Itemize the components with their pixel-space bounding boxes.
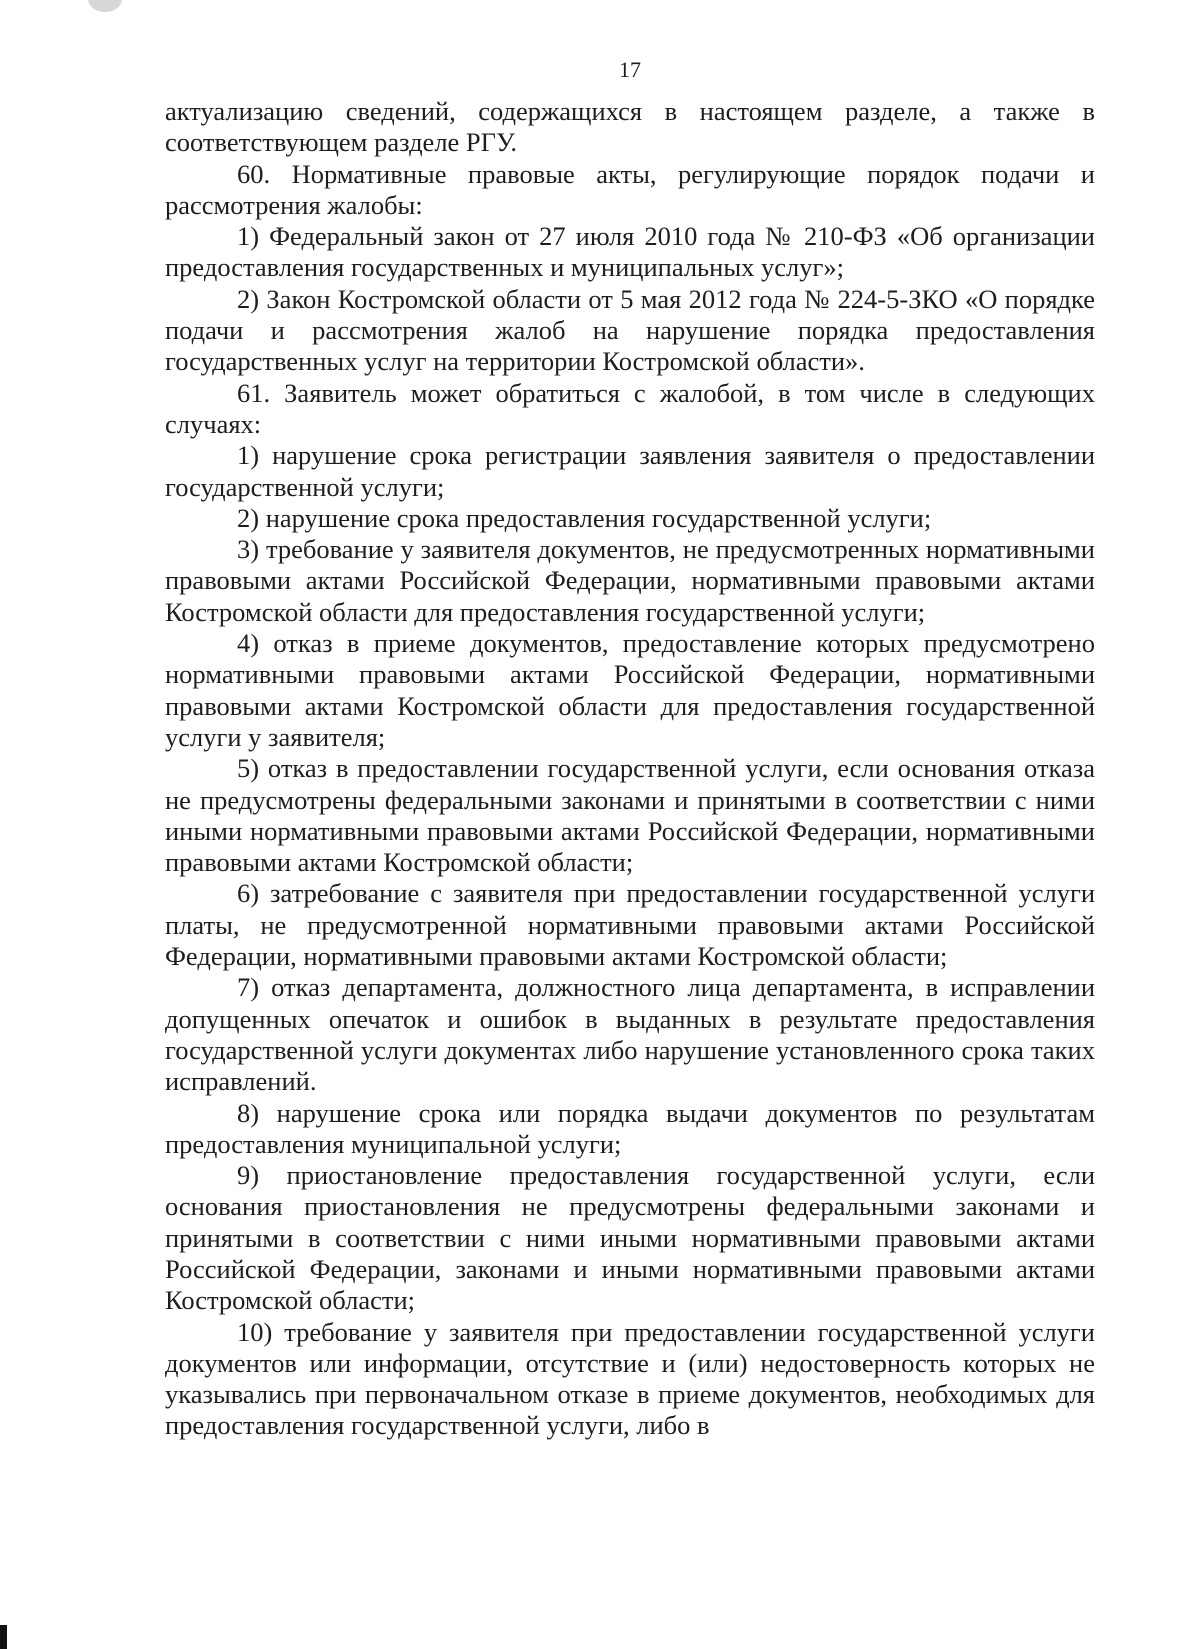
paragraph-61-item-5: 5) отказ в предоставлении государственной услуги, если основания отказа не предусмотрены федеральными законами и принятыми в соответствии с ними иными нормативными правовыми актами Российской Федерации, нормативными правовыми актами Костромской области;	[165, 753, 1095, 878]
paragraph-61-item-8: 8) нарушение срока или порядка выдачи документов по результатам предоставления муниципальной услуги;	[165, 1097, 1095, 1159]
paragraph-61: 61. Заявитель может обратиться с жалобой, в том числе в следующих случаях:	[165, 377, 1095, 439]
paragraph-61-item-4: 4) отказ в приеме документов, предоставление которых предусмотрено нормативными правовыми актами Российской Федерации, нормативными правовыми актами Костромской области для предоставления государственной услуги у заявителя;	[165, 628, 1095, 752]
scan-smudge	[88, 0, 122, 12]
paragraph-60-item-1: 1) Федеральный закон от 27 июля 2010 года № 210-ФЗ «Об организации предоставления государственных и муниципальных услуг»;	[165, 221, 1095, 283]
paragraph-61-item-10: 10) требование у заявителя при предоставлении государственной услуги документов или информации, отсутствие и (или) недостоверность которых не указывались при первоначальном отказе в приеме документов, необходимых для предоставления государственной услуги, либо в	[165, 1316, 1095, 1441]
paragraph-61-item-7: 7) отказ департамента, должностного лица департамента, в исправлении допущенных опечаток и ошибок в выданных в результате предоставления государственной услуги документах либо нарушение установленного срока таких исправлений.	[165, 972, 1095, 1097]
paragraph-61-item-1: 1) нарушение срока регистрации заявления заявителя о предоставлении государственной услуги;	[165, 440, 1095, 502]
paragraph-61-item-6: 6) затребование с заявителя при предоставлении государственной услуги платы, не предусмотренной нормативными правовыми актами Российской Федерации, нормативными правовыми актами Костромской области;	[165, 878, 1095, 972]
paragraph-61-item-2: 2) нарушение срока предоставления государственной услуги;	[237, 502, 932, 533]
scan-edge-mark	[0, 1625, 7, 1649]
paragraph-61-item-9: 9) приостановление предоставления государственной услуги, если основания приостановления не предусмотрены федеральными законами и принятыми в соответствии с ними иными нормативными правовыми актами Российской Федерации, законами и иными нормативными правовыми актами Костромской области;	[165, 1160, 1095, 1316]
document-body	[165, 96, 1095, 1442]
page-number: 17	[619, 57, 641, 82]
paragraph-60: 60. Нормативные правовые акты, регулирующие порядок подачи и рассмотрения жалобы:	[165, 158, 1095, 220]
paragraph-61-item-3: 3) требование у заявителя документов, не предусмотренных нормативными правовыми актами Российской Федерации, нормативными правовыми актами Костромской области для предоставления государственной услуги;	[165, 534, 1095, 627]
paragraph-continuation: актуализацию сведений, содержащихся в настоящем разделе, а также в соответствующем разделе РГУ.	[165, 96, 1095, 158]
paragraph-60-item-2: 2) Закон Костромской области от 5 мая 2012 года № 224-5-ЗКО «О порядке подачи и рассмотрения жалоб на нарушение порядка предоставления государственных услуг на территории Костромской области».	[165, 283, 1095, 377]
